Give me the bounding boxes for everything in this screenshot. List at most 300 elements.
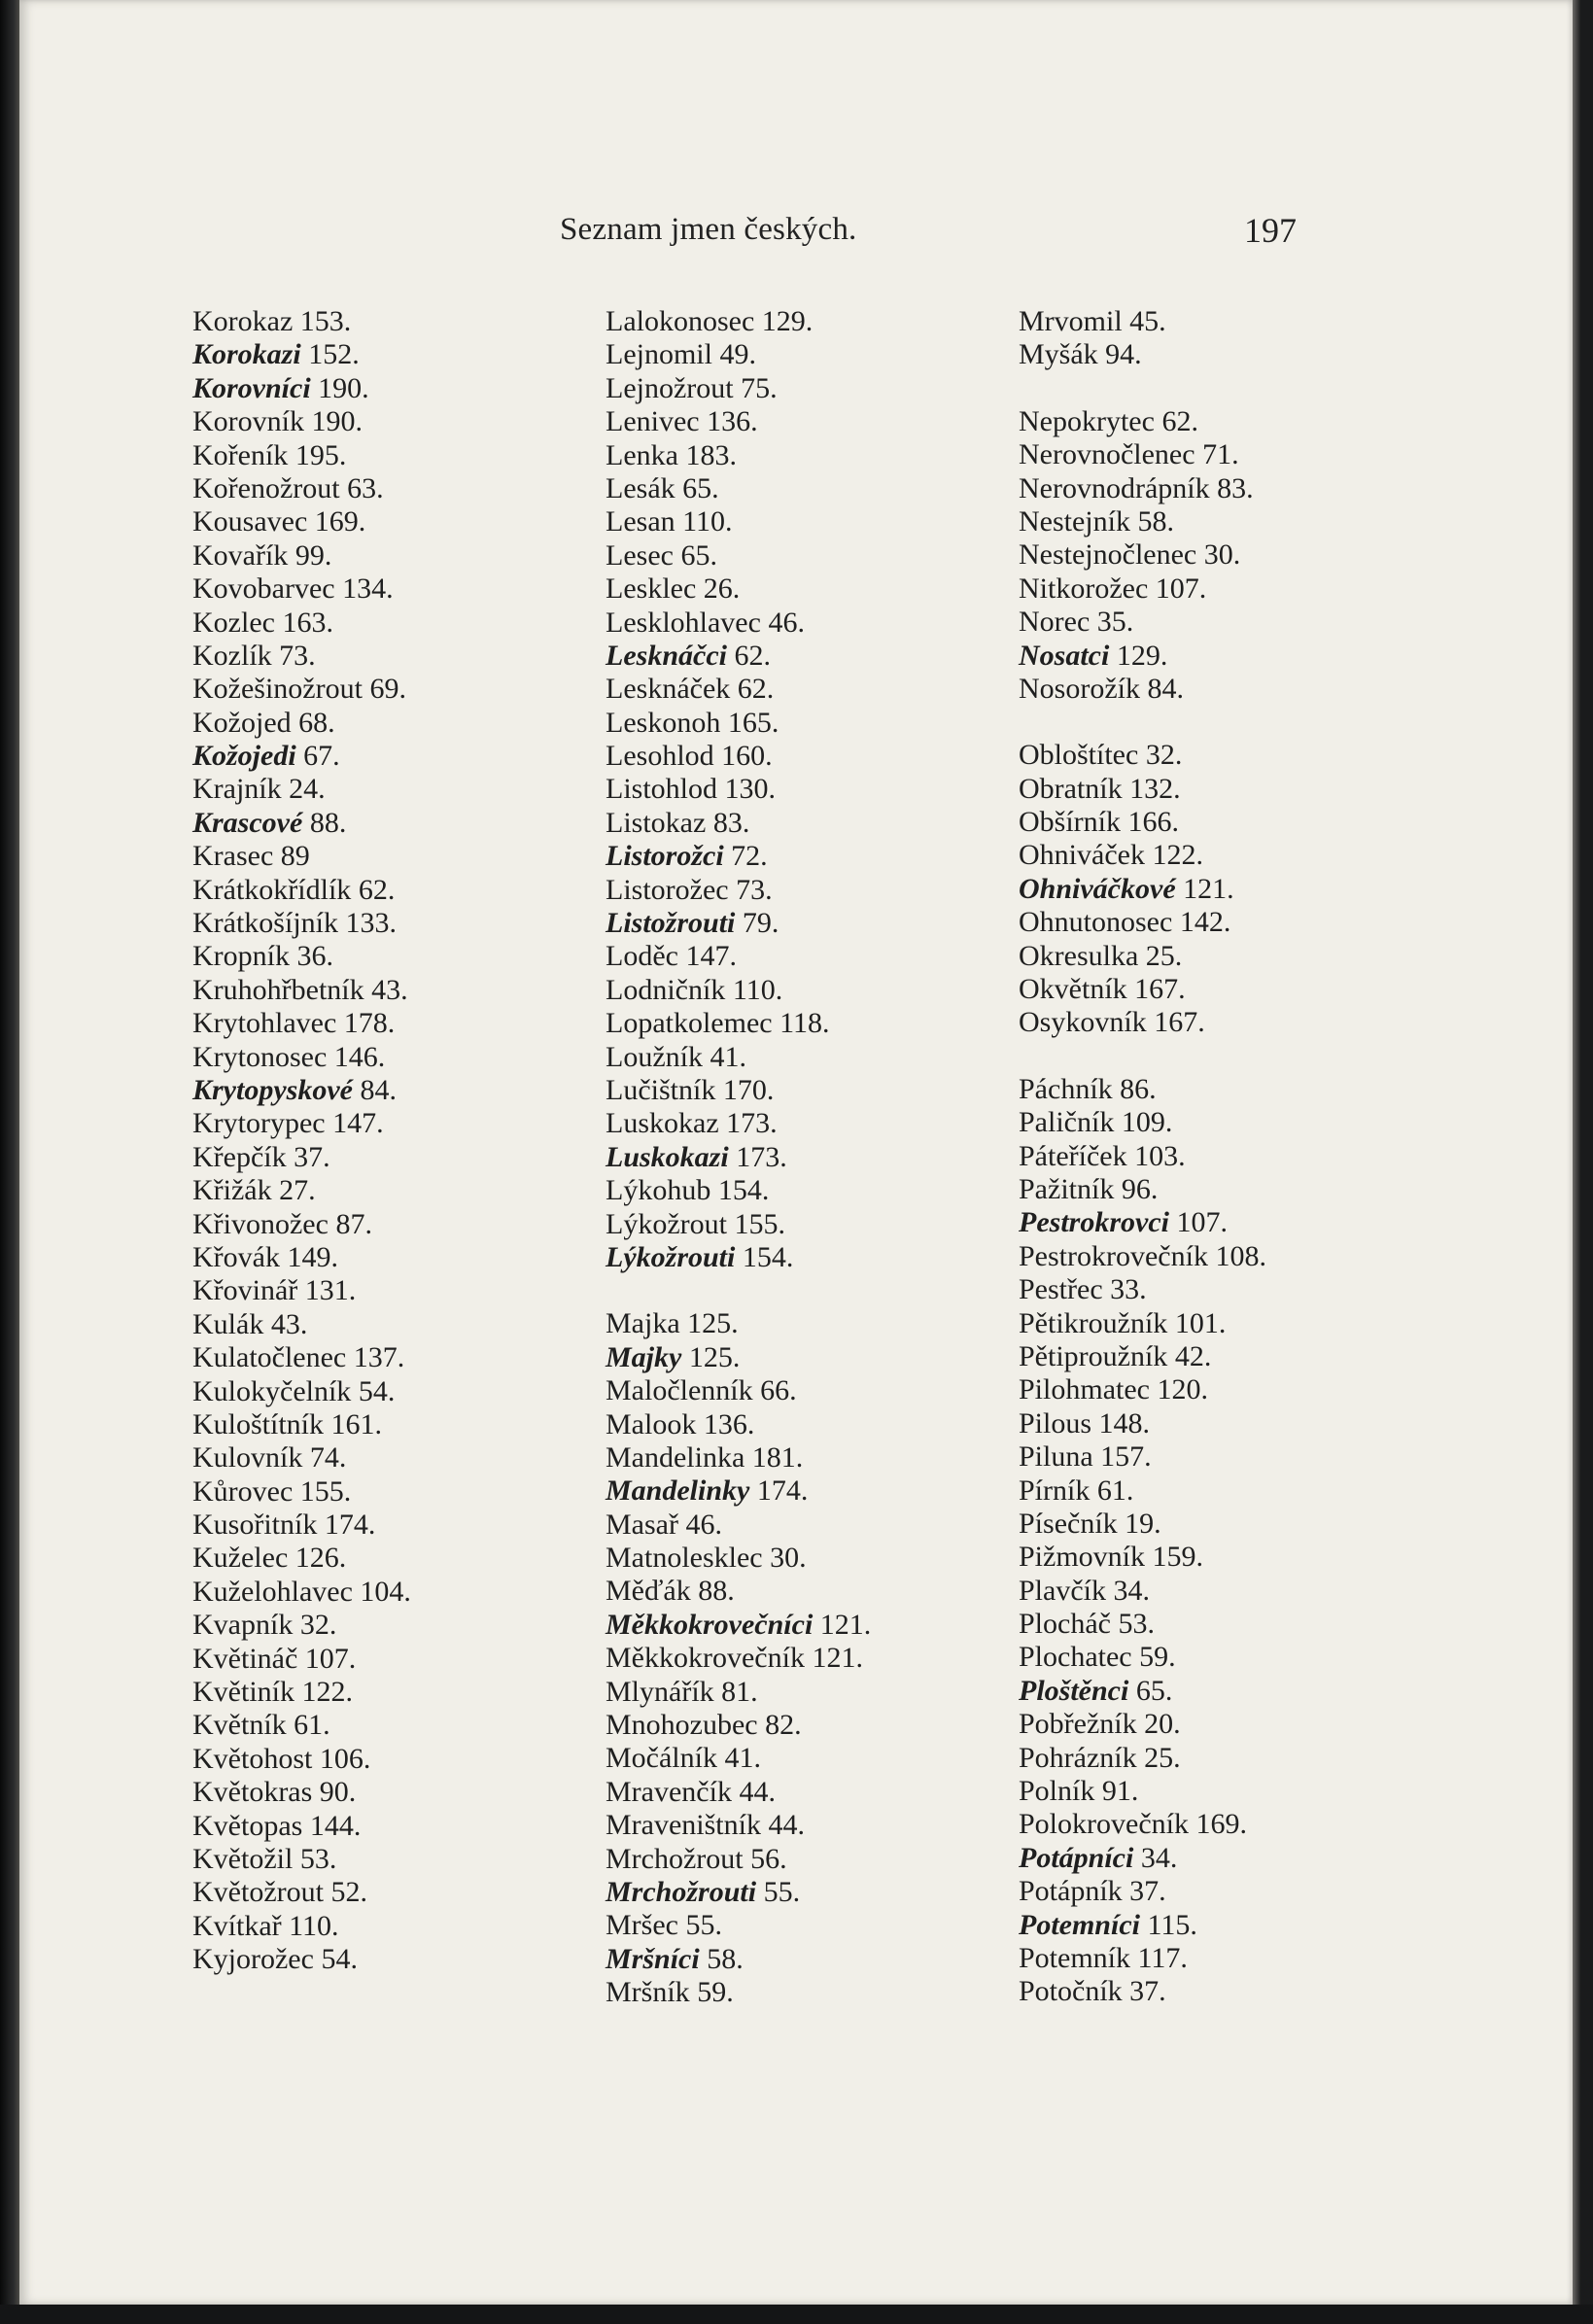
entry-name: Pižmovník bbox=[1019, 1541, 1146, 1574]
entry-page-number: 88. bbox=[309, 806, 347, 839]
entry-name: Loužník bbox=[606, 1040, 703, 1073]
page-number: 197 bbox=[1244, 211, 1297, 250]
entry-page-number: 169. bbox=[314, 505, 366, 538]
entry-page-number: 137. bbox=[353, 1341, 405, 1374]
index-entry bbox=[606, 305, 871, 338]
entry-name: Lenka bbox=[606, 438, 678, 471]
entry-name: Osykovník bbox=[1019, 1006, 1147, 1039]
entry-name: Ploštěnci bbox=[1019, 1674, 1129, 1707]
book-page bbox=[19, 0, 1573, 2305]
entry-page-number: 56. bbox=[750, 1842, 787, 1875]
index-entry bbox=[1019, 673, 1266, 706]
entry-page-number: 33. bbox=[1110, 1273, 1147, 1306]
entry-page-number: 178. bbox=[343, 1007, 396, 1040]
entry-page-number: 166. bbox=[1127, 806, 1179, 839]
entry-name: Křovinář bbox=[192, 1274, 298, 1307]
index-entry bbox=[1019, 1340, 1266, 1373]
entry-name: Nestejnočlenec bbox=[1019, 538, 1197, 572]
index-entry bbox=[1019, 1808, 1266, 1841]
index-entry bbox=[192, 707, 411, 740]
entry-page-number: 90. bbox=[319, 1776, 357, 1809]
book-spine-shadow bbox=[0, 0, 19, 2324]
entry-page-number: 54. bbox=[358, 1374, 396, 1407]
entry-page-number: 36. bbox=[296, 940, 333, 973]
entry-name: Mlynářík bbox=[606, 1675, 714, 1708]
entry-page-number: 58. bbox=[1137, 504, 1174, 538]
entry-page-number: 65. bbox=[682, 471, 719, 504]
entry-page-number: 173. bbox=[736, 1140, 787, 1173]
entry-name: Měkkokrovečník bbox=[606, 1642, 805, 1675]
index-entry bbox=[1019, 839, 1266, 872]
entry-page-number: 130. bbox=[724, 773, 777, 806]
entry-name: Kulák bbox=[192, 1307, 264, 1340]
index-entry bbox=[1019, 1775, 1266, 1808]
index-entry bbox=[192, 372, 411, 405]
entry-page-number: 96. bbox=[1121, 1172, 1159, 1205]
entry-name: Lesan bbox=[606, 505, 675, 538]
index-entry bbox=[1019, 1541, 1266, 1574]
entry-name: Krasec bbox=[192, 840, 274, 873]
index-entry bbox=[1019, 873, 1266, 906]
index-entry bbox=[606, 405, 871, 438]
entry-page-number: 84. bbox=[1147, 672, 1184, 705]
entry-page-number: 115. bbox=[1147, 1908, 1197, 1941]
entry-page-number: 41. bbox=[710, 1040, 746, 1073]
entry-page-number: 49. bbox=[719, 338, 756, 371]
index-entry bbox=[606, 1776, 871, 1809]
index-entry bbox=[606, 940, 871, 973]
entry-page-number: 174. bbox=[324, 1509, 376, 1542]
entry-name: Luskokaz bbox=[606, 1107, 719, 1140]
entry-name: Plocháč bbox=[1019, 1608, 1111, 1641]
index-entry bbox=[192, 640, 411, 673]
entry-page-number: 160. bbox=[721, 740, 773, 773]
index-entry bbox=[192, 338, 411, 371]
entry-name: Lýkožrout bbox=[606, 1207, 727, 1240]
entry-page-number: 131. bbox=[304, 1274, 357, 1307]
entry-name: Maločlenník bbox=[606, 1374, 753, 1407]
index-entry bbox=[1019, 640, 1266, 673]
index-entry bbox=[606, 640, 871, 673]
entry-name: Okvětník bbox=[1019, 973, 1127, 1006]
entry-page-number: 94. bbox=[1105, 338, 1142, 371]
index-entry bbox=[606, 1174, 871, 1207]
entry-page-number: 61. bbox=[294, 1709, 330, 1742]
entry-page-number: 44. bbox=[739, 1775, 776, 1808]
entry-name: Obšírník bbox=[1019, 806, 1121, 839]
entry-page-number: 183. bbox=[685, 438, 737, 471]
index-entry bbox=[1019, 305, 1266, 338]
entry-page-number: 86. bbox=[1120, 1072, 1157, 1105]
entry-name: Pestřec bbox=[1019, 1273, 1103, 1306]
entry-name: Krátkokřídlík bbox=[192, 873, 352, 906]
index-entry bbox=[192, 1676, 411, 1709]
entry-page-number: 126. bbox=[294, 1542, 347, 1575]
entry-page-number: 88. bbox=[698, 1575, 735, 1608]
index-entry bbox=[1019, 1942, 1266, 1975]
entry-name: Páteříček bbox=[1019, 1139, 1127, 1172]
entry-page-number: 146. bbox=[333, 1040, 386, 1073]
entry-page-number: 190. bbox=[311, 405, 363, 438]
index-entry bbox=[606, 907, 871, 940]
index-entry bbox=[606, 1876, 871, 1909]
index-entry bbox=[606, 1609, 871, 1642]
entry-page-number: 26. bbox=[703, 572, 741, 606]
entry-name: Plochatec bbox=[1019, 1641, 1132, 1674]
entry-page-number: 66. bbox=[760, 1374, 797, 1407]
entry-page-number: 37. bbox=[1129, 1975, 1166, 2008]
entry-page-number: 147. bbox=[685, 940, 737, 973]
entry-name: Listorožec bbox=[606, 873, 729, 906]
entry-name: Polokrovečník bbox=[1019, 1808, 1189, 1841]
entry-name: Krytorypec bbox=[192, 1107, 326, 1140]
index-entry bbox=[606, 673, 871, 706]
entry-name: Lesknáček bbox=[606, 673, 731, 706]
index-entry bbox=[1019, 1273, 1266, 1306]
entry-page-number: 69. bbox=[369, 673, 406, 706]
entry-page-number: 32. bbox=[299, 1609, 337, 1642]
entry-page-number: 155. bbox=[299, 1474, 352, 1508]
index-entry bbox=[606, 1208, 871, 1241]
entry-name: Kuloštítník bbox=[192, 1407, 325, 1440]
entry-page-number: 170. bbox=[722, 1073, 775, 1106]
index-entry bbox=[192, 1576, 411, 1609]
index-entry bbox=[192, 1643, 411, 1676]
entry-name: Mršník bbox=[606, 1976, 690, 2009]
entry-name: Kuželec bbox=[192, 1542, 289, 1575]
entry-page-number: 30. bbox=[770, 1542, 807, 1575]
entry-name: Nepokrytec bbox=[1019, 404, 1155, 437]
entry-name: Ohnutonosec bbox=[1019, 906, 1173, 939]
entry-page-number: 125. bbox=[688, 1340, 741, 1373]
entry-page-number: 68. bbox=[298, 706, 335, 739]
index-entry bbox=[606, 1041, 871, 1074]
entry-name: Lesknáčci bbox=[606, 639, 727, 672]
entry-name: Pětikroužník bbox=[1019, 1306, 1168, 1339]
entry-page-number: 181. bbox=[751, 1440, 804, 1474]
entry-name: Krytohlavec bbox=[192, 1007, 337, 1040]
entry-name: Písečník bbox=[1019, 1507, 1118, 1540]
entry-page-number: 87. bbox=[335, 1207, 372, 1240]
entry-page-number: 195. bbox=[294, 438, 347, 471]
entry-name: Mandelinky bbox=[606, 1474, 750, 1508]
entry-name: Kulokyčelník bbox=[192, 1374, 352, 1407]
entry-name: Lodničník bbox=[606, 973, 726, 1006]
index-entry bbox=[192, 1776, 411, 1809]
entry-name: Kulatočlenec bbox=[192, 1341, 347, 1374]
index-entry bbox=[606, 1642, 871, 1675]
entry-page-number: 81. bbox=[721, 1675, 758, 1708]
entry-name: Mravenčík bbox=[606, 1775, 732, 1808]
entry-name: Listožrouti bbox=[606, 907, 736, 940]
index-entry bbox=[192, 1943, 411, 1976]
index-entry bbox=[192, 572, 411, 606]
entry-name: Lýkožrouti bbox=[606, 1240, 736, 1273]
index-entry bbox=[1019, 773, 1266, 806]
index-entry bbox=[606, 372, 871, 405]
entry-name: Pilous bbox=[1019, 1406, 1092, 1439]
entry-page-number: 32. bbox=[1145, 739, 1183, 772]
entry-name: Měkkokrovečníci bbox=[606, 1608, 814, 1641]
entry-name: Mraveništník bbox=[606, 1809, 761, 1842]
entry-page-number: 45. bbox=[1129, 305, 1166, 337]
entry-page-number: 121. bbox=[1183, 872, 1234, 905]
entry-name: Lesklohlavec bbox=[606, 606, 761, 639]
entry-name: Ohniváčkové bbox=[1019, 872, 1176, 905]
entry-page-number: 52. bbox=[330, 1876, 367, 1909]
entry-page-number: 103. bbox=[1134, 1139, 1186, 1172]
entry-name: Lopatkolemec bbox=[606, 1007, 773, 1040]
entry-name: Pětiproužník bbox=[1019, 1339, 1168, 1372]
entry-page-number: 152. bbox=[308, 338, 360, 371]
index-entry bbox=[192, 874, 411, 907]
index-entry bbox=[192, 1041, 411, 1074]
entry-page-number: 53. bbox=[299, 1842, 337, 1875]
entry-page-number: 167. bbox=[1154, 1006, 1205, 1039]
index-entry bbox=[606, 974, 871, 1007]
entry-name: Mandelinka bbox=[606, 1440, 745, 1474]
entry-name: Potočník bbox=[1019, 1975, 1123, 2008]
entry-page-number: 147. bbox=[332, 1107, 384, 1140]
entry-page-number: 43. bbox=[270, 1307, 308, 1340]
entry-name: Loděc bbox=[606, 940, 678, 973]
entry-page-number: 167. bbox=[1134, 973, 1186, 1006]
index-entry bbox=[192, 1910, 411, 1943]
entry-name: Kropník bbox=[192, 940, 290, 973]
entry-name: Ohniváček bbox=[1019, 839, 1145, 872]
entry-name: Listokaz bbox=[606, 806, 707, 839]
entry-name: Květník bbox=[192, 1709, 287, 1742]
index-entry bbox=[606, 1809, 871, 1842]
index-entry bbox=[1019, 1975, 1266, 2008]
index-entry bbox=[606, 1843, 871, 1876]
index-entry bbox=[606, 338, 871, 371]
entry-name: Květiník bbox=[192, 1676, 294, 1709]
entry-name: Mrchožrouti bbox=[606, 1875, 757, 1908]
index-entry bbox=[1019, 1742, 1266, 1775]
entry-page-number: 43. bbox=[371, 973, 408, 1006]
index-entry bbox=[606, 1007, 871, 1040]
entry-page-number: 190. bbox=[318, 371, 369, 404]
index-entry bbox=[192, 840, 411, 873]
entry-name: Kusořitník bbox=[192, 1509, 318, 1542]
entry-name: Malook bbox=[606, 1407, 697, 1440]
entry-name: Korovníci bbox=[192, 371, 311, 404]
index-entry bbox=[606, 707, 871, 740]
index-entry bbox=[1019, 1675, 1266, 1708]
entry-name: Kůrovec bbox=[192, 1474, 294, 1508]
index-entry bbox=[192, 1107, 411, 1140]
entry-page-number: 34. bbox=[1140, 1841, 1178, 1874]
entry-page-number: 107. bbox=[304, 1642, 357, 1675]
entry-page-number: 110. bbox=[732, 973, 783, 1006]
entry-page-number: 91. bbox=[1101, 1775, 1139, 1808]
entry-page-number: 73. bbox=[736, 873, 773, 906]
index-entry bbox=[1019, 1842, 1266, 1875]
index-entry bbox=[192, 439, 411, 472]
index-entry bbox=[1019, 1440, 1266, 1474]
entry-page-number: 61. bbox=[1096, 1474, 1134, 1507]
entry-page-number: 161. bbox=[330, 1407, 383, 1440]
entry-name: Kovařík bbox=[192, 538, 289, 572]
index-entry bbox=[606, 1542, 871, 1575]
running-title: Seznam jmen českých. bbox=[560, 212, 857, 247]
index-entry bbox=[606, 874, 871, 907]
entry-page-number: 42. bbox=[1174, 1339, 1212, 1372]
index-entry bbox=[606, 572, 871, 606]
entry-name: Mrchožrout bbox=[606, 1842, 744, 1875]
index-entry bbox=[606, 1374, 871, 1407]
entry-name: Květináč bbox=[192, 1642, 298, 1675]
index-entry bbox=[1019, 505, 1266, 538]
index-entry bbox=[1019, 1307, 1266, 1340]
entry-page-number: 121. bbox=[812, 1642, 863, 1675]
index-entry bbox=[192, 1609, 411, 1642]
entry-page-number: 136. bbox=[703, 1407, 755, 1440]
index-entry bbox=[1019, 806, 1266, 839]
index-entry bbox=[192, 673, 411, 706]
entry-name: Potemníci bbox=[1019, 1908, 1140, 1941]
entry-page-number: 74. bbox=[309, 1441, 347, 1474]
entry-page-number: 62. bbox=[358, 873, 396, 906]
entry-name: Kořeník bbox=[192, 438, 289, 471]
entry-page-number: 169. bbox=[1195, 1808, 1247, 1841]
entry-page-number: 99. bbox=[294, 538, 332, 572]
entry-page-number: 24. bbox=[289, 773, 326, 806]
entry-name: Lesohlod bbox=[606, 740, 714, 773]
index-entry bbox=[192, 974, 411, 1007]
index-entry bbox=[192, 1509, 411, 1542]
entry-page-number: 163. bbox=[282, 606, 333, 639]
entry-page-number: 134. bbox=[342, 572, 394, 606]
index-entry bbox=[1019, 1073, 1266, 1106]
entry-name: Pažitník bbox=[1019, 1172, 1115, 1205]
index-entry bbox=[192, 1274, 411, 1307]
entry-name: Lučištník bbox=[606, 1073, 716, 1106]
index-entry bbox=[192, 1743, 411, 1776]
entry-page-number: 79. bbox=[742, 907, 779, 940]
index-entry bbox=[1019, 973, 1266, 1006]
entry-name: Kruhohřbetník bbox=[192, 973, 364, 1006]
entry-page-number: 75. bbox=[741, 371, 778, 404]
index-entry bbox=[606, 1943, 871, 1976]
entry-name: Pilohmatec bbox=[1019, 1373, 1150, 1406]
entry-page-number: 173. bbox=[726, 1107, 778, 1140]
entry-name: Lýkohub bbox=[606, 1174, 711, 1207]
index-entry bbox=[1019, 1875, 1266, 1908]
index-entry bbox=[606, 1141, 871, 1174]
entry-page-number: 46. bbox=[685, 1508, 722, 1541]
entry-name: Potápník bbox=[1019, 1875, 1123, 1908]
entry-name: Kožojedi bbox=[192, 740, 296, 773]
index-entry bbox=[606, 539, 871, 572]
entry-page-number: 148. bbox=[1098, 1406, 1151, 1439]
entry-name: Potemník bbox=[1019, 1941, 1131, 1974]
index-entry bbox=[1019, 1407, 1266, 1440]
index-entry bbox=[1019, 538, 1266, 572]
entry-name: Krascové bbox=[192, 806, 303, 839]
entry-page-number: 154. bbox=[742, 1240, 794, 1273]
entry-page-number: 54. bbox=[321, 1943, 358, 1976]
entry-name: Lalokonosec bbox=[606, 305, 755, 337]
index-entry bbox=[1019, 940, 1266, 973]
entry-name: Obloštítec bbox=[1019, 739, 1139, 772]
index-entry bbox=[192, 740, 411, 773]
entry-name: Kyjorožec bbox=[192, 1943, 314, 1976]
entry-name: Listohlod bbox=[606, 773, 718, 806]
entry-name: Měďák bbox=[606, 1575, 691, 1608]
entry-name: Krytonosec bbox=[192, 1040, 328, 1073]
index-entry bbox=[606, 1575, 871, 1608]
entry-page-number: 153. bbox=[299, 305, 352, 337]
index-column-1 bbox=[192, 305, 411, 1977]
index-entry bbox=[606, 1509, 871, 1542]
entry-name: Kořenožrout bbox=[192, 471, 340, 504]
entry-page-number: 89 bbox=[280, 840, 310, 873]
entry-page-number: 165. bbox=[727, 706, 779, 739]
index-entry bbox=[606, 607, 871, 640]
entry-page-number: 104. bbox=[360, 1575, 411, 1608]
index-entry bbox=[606, 1408, 871, 1441]
entry-name: Květožil bbox=[192, 1842, 294, 1875]
entry-page-number: 132. bbox=[1129, 772, 1181, 805]
index-entry bbox=[192, 1876, 411, 1909]
index-column-3 bbox=[1019, 305, 1266, 2009]
index-entry bbox=[606, 740, 871, 773]
index-entry bbox=[192, 1709, 411, 1742]
index-entry bbox=[1019, 472, 1266, 505]
entry-name: Leskonoh bbox=[606, 706, 721, 739]
entry-name: Květokras bbox=[192, 1776, 313, 1809]
entry-name: Majky bbox=[606, 1340, 682, 1373]
entry-name: Nerovnočlenec bbox=[1019, 438, 1195, 471]
index-entry bbox=[606, 1307, 871, 1340]
entry-page-number: 154. bbox=[717, 1174, 770, 1207]
entry-name: Luskokazi bbox=[606, 1140, 729, 1173]
entry-page-number: 117. bbox=[1137, 1941, 1188, 1974]
entry-page-number: 121. bbox=[819, 1608, 872, 1641]
entry-name: Kousavec bbox=[192, 505, 308, 538]
entry-page-number: 110. bbox=[289, 1909, 339, 1942]
entry-name: Nestejník bbox=[1019, 504, 1130, 538]
entry-name: Mršec bbox=[606, 1909, 678, 1942]
entry-name: Lesák bbox=[606, 471, 675, 504]
entry-page-number: 62. bbox=[1161, 404, 1198, 437]
entry-page-number: 129. bbox=[1116, 639, 1168, 672]
entry-page-number: 106. bbox=[319, 1742, 371, 1775]
entry-name: Korokaz bbox=[192, 305, 294, 337]
entry-name: Majka bbox=[606, 1307, 680, 1340]
entry-page-number: 125. bbox=[687, 1307, 739, 1340]
entry-name: Nitkorožec bbox=[1019, 572, 1149, 605]
index-entry bbox=[1019, 438, 1266, 471]
entry-page-number: 62. bbox=[734, 639, 771, 672]
entry-name: Mršníci bbox=[606, 1942, 700, 1975]
entry-page-number: 107. bbox=[1155, 572, 1207, 605]
entry-page-number: 83. bbox=[712, 806, 750, 839]
index-entry bbox=[1019, 1140, 1266, 1173]
index-entry bbox=[606, 1709, 871, 1742]
entry-name: Květohost bbox=[192, 1742, 313, 1775]
entry-name: Pestrokrovečník bbox=[1019, 1239, 1208, 1272]
entry-name: Květožrout bbox=[192, 1876, 324, 1909]
entry-page-number: 62. bbox=[737, 673, 775, 706]
index-entry bbox=[1019, 1106, 1266, 1139]
entry-page-number: 37. bbox=[294, 1140, 330, 1173]
index-entry bbox=[192, 773, 411, 806]
index-entry bbox=[192, 1843, 411, 1876]
index-entry bbox=[1019, 606, 1266, 639]
